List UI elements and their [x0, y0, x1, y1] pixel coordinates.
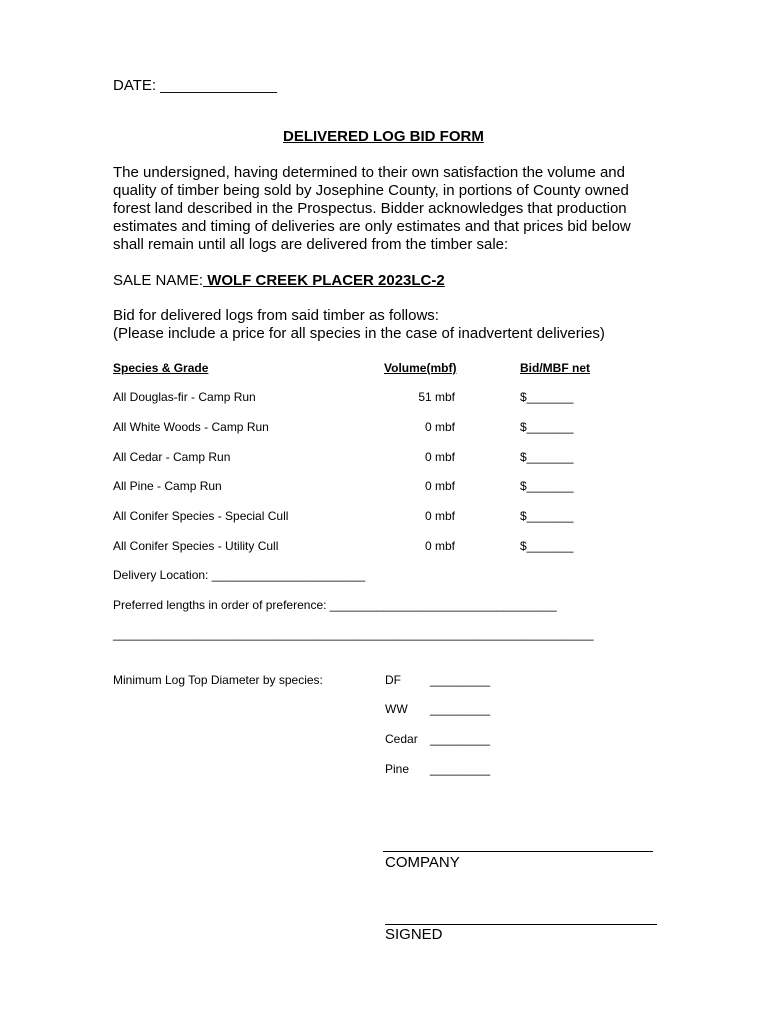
row-bid-field[interactable]: $_______ [520, 420, 574, 434]
header-bid: Bid/MBF net [520, 361, 590, 375]
preferred-lengths-field[interactable]: Preferred lengths in order of preference: __________________________________ [113, 598, 557, 612]
row-volume: 0 mbf [424, 539, 455, 553]
sale-name-value: WOLF CREEK PLACER 2023LC-2 [203, 272, 445, 289]
bid-intro-line2: (Please include a price for all species in the case of inadvertent deliveries) [113, 325, 605, 342]
species-code: DF [385, 673, 401, 687]
row-bid-field[interactable]: $_______ [520, 450, 574, 464]
row-volume: 0 mbf [424, 450, 455, 464]
row-bid-field[interactable]: $_______ [520, 509, 574, 523]
diameter-blank[interactable]: _________ [430, 762, 491, 776]
date-field[interactable]: DATE: ______________ [113, 77, 278, 94]
sale-name [113, 272, 445, 289]
company-signature-line[interactable] [383, 851, 653, 852]
row-volume: 0 mbf [424, 509, 455, 523]
row-bid-field[interactable]: $_______ [520, 539, 574, 553]
row-volume: 51 mbf [418, 390, 455, 404]
diameter-blank[interactable]: _________ [430, 702, 491, 716]
header-species: Species & Grade [113, 361, 209, 375]
signed-signature-line[interactable] [385, 924, 657, 925]
sale-name-label: SALE NAME: [113, 272, 204, 289]
company-label: COMPANY [385, 854, 460, 871]
row-species: All Conifer Species - Utility Cull [113, 539, 279, 553]
species-code: Cedar [385, 732, 418, 746]
diameter-blank[interactable]: _________ [430, 732, 491, 746]
bid-intro-line1: Bid for delivered logs from said timber as follows: [113, 307, 439, 324]
signed-label: SIGNED [385, 926, 443, 943]
species-code: Pine [385, 762, 410, 776]
row-species: All Conifer Species - Special Cull [113, 509, 289, 523]
row-volume: 0 mbf [424, 479, 455, 493]
species-code: WW [385, 702, 408, 716]
row-bid-field[interactable]: $_______ [520, 390, 574, 404]
delivery-location-field[interactable]: Delivery Location: _______________________ [113, 568, 366, 582]
row-species: All Cedar - Camp Run [113, 450, 231, 464]
min-diameter-label: Minimum Log Top Diameter by species: [113, 673, 323, 687]
row-species: All White Woods - Camp Run [113, 420, 269, 434]
form-title: DELIVERED LOG BID FORM [283, 128, 484, 145]
diameter-blank[interactable]: _________ [430, 673, 491, 687]
preferred-lengths-continuation[interactable]: ________________________________________________________________________ [113, 627, 594, 641]
row-bid-field[interactable]: $_______ [520, 479, 574, 493]
row-species: All Pine - Camp Run [113, 479, 222, 493]
header-volume: Volume(mbf) [384, 361, 457, 375]
intro-paragraph: The undersigned, having determined to their own satisfaction the volume and quality of timber being sold by Josephine County, in portions of County owned forest land described in the Prospectus. Bidder acknowledges that production estimates and timing of deliveries are only estimates and that prices bid below shall remain until all logs are delivered from the timber sale: [113, 164, 631, 253]
row-species: All Douglas-fir - Camp Run [113, 390, 256, 404]
row-volume: 0 mbf [424, 420, 455, 434]
